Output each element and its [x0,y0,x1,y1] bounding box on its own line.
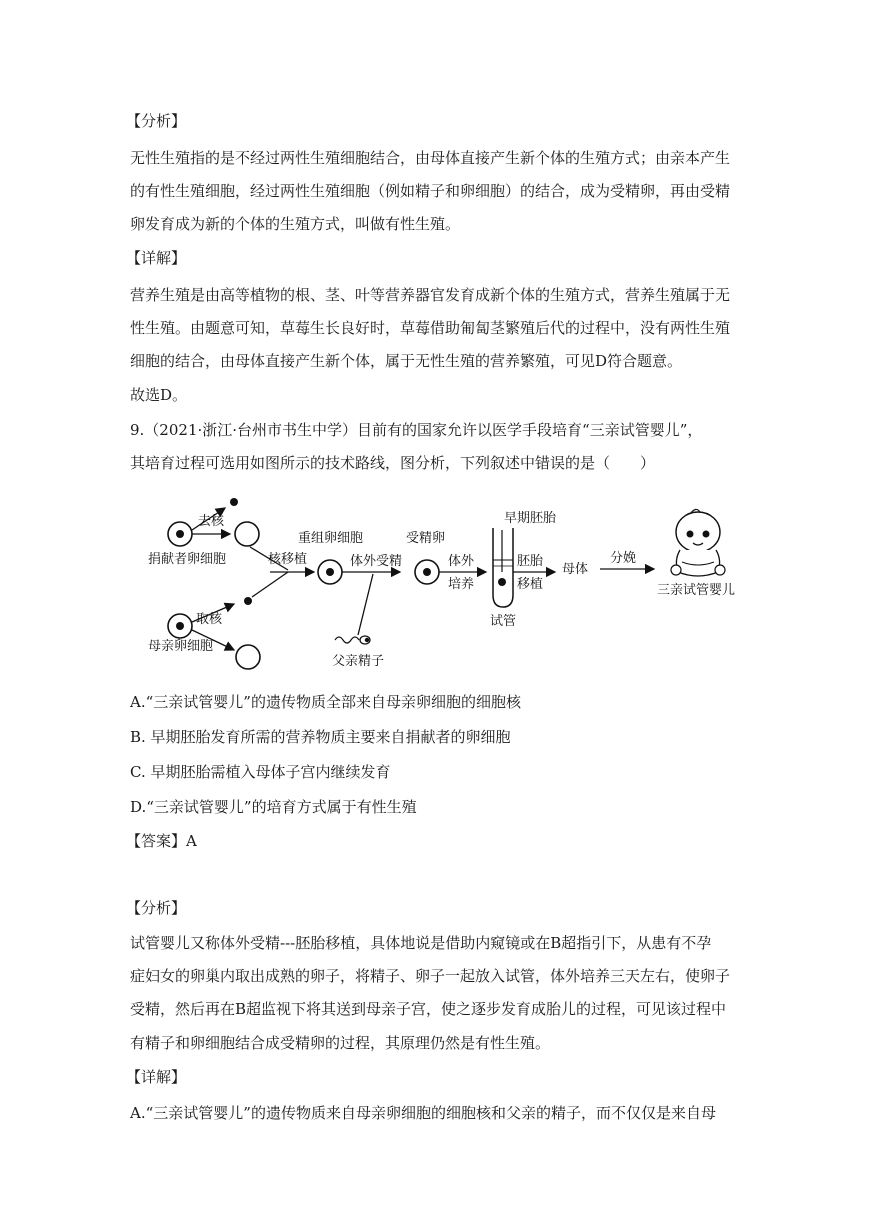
analysis-line: 卵发育成为新的个体的生殖方式，叫做有性生殖。 [130,215,461,233]
take-nucleus-label: 取核 [196,612,223,627]
delivery-label: 分娩 [610,551,637,566]
mother-nucleus [244,597,252,605]
baby-icon [671,509,725,576]
option-d: D.“三亲试管婴儿”的培育方式属于有性生殖 [130,798,417,816]
remove-nucleus-label: 去核 [198,514,225,529]
analysis-line: 受精，然后再在B超监视下将其送到母亲子宫，使之逐步发育成胎儿的过程，可见该过程中 [130,1000,727,1018]
donor-egg-label: 捐献者卵细胞 [148,552,227,567]
transfer-label-2: 移植 [517,577,544,592]
transfer-label-1: 胚胎 [517,554,544,569]
test-tube-label: 试管 [490,614,517,629]
enucleated-egg [235,522,259,546]
detail-line: 性生殖。由题意可知，草莓生长良好时，草莓借助匍匐茎繁殖后代的过程中，没有两性生殖 [130,319,731,337]
option-b: B. 早期胚胎发育所需的营养物质主要来自捐献者的卵细胞 [130,728,511,746]
detail-line: 营养生殖是由高等植物的根、茎、叶等营养器官发育成新个体的生殖方式，营养生殖属于无 [130,286,731,304]
mother-egg-cell [168,614,192,638]
reconstructed-egg-cell [318,560,342,584]
baby-label: 三亲试管婴儿 [657,583,736,598]
father-sperm-label: 父亲精子 [332,654,385,669]
detail-heading: 【详解】 [126,1068,187,1086]
culture-label-1: 体外 [448,554,475,569]
question-stem-line: 其培育过程可选用如图所示的技术路线，图分析，下列叙述中错误的是（ ） [130,454,656,472]
early-embryo-label: 早期胚胎 [504,511,557,526]
culture-label-2: 培养 [448,577,475,592]
ivf-process-diagram [130,490,750,680]
zygote-cell [415,560,439,584]
analysis-line: 无性生殖指的是不经过两性生殖细胞结合，由母体直接产生新个体的生殖方式；由亲本产生 [130,149,731,167]
analysis-heading: 【分析】 [126,112,187,130]
analysis-line: 有精子和卵细胞结合成受精卵的过程，其原理仍然是有性生殖。 [130,1034,551,1052]
question-stem-line: 9.（2021·浙江·台州市书生中学）目前有的国家允许以医学手段培育“三亲试管婴儿”， [130,421,703,439]
detail-line: 故选D。 [130,386,188,404]
answer: 【答案】A [126,832,197,850]
mother-body-label: 母体 [562,562,589,577]
test-tube-icon [493,528,513,607]
sperm-icon [335,636,370,644]
option-a: A.“三亲试管婴儿”的遗传物质全部来自母亲卵细胞的细胞核 [130,693,521,711]
donor-egg-cell [168,522,192,546]
mother-egg-label: 母亲卵细胞 [148,639,214,654]
detail-heading: 【详解】 [126,249,187,267]
analysis-line: 症妇女的卵巢内取出成熟的卵子，将精子、卵子一起放入试管，体外培养三天左右，使卵子 [130,967,731,985]
analysis-heading: 【分析】 [126,899,187,917]
removed-nucleus [230,498,238,506]
remaining-mother-cell [236,645,260,669]
ivf-label: 体外受精 [350,554,403,569]
analysis-line: 试管婴儿又称体外受精---胚胎移植，具体地说是借助内窥镜或在B超指引下，从患有不孕 [130,934,712,952]
analysis-line: 的有性生殖细胞，经过两性生殖细胞（例如精子和卵细胞）的结合，成为受精卵，再由受精 [130,182,731,200]
reconstructed-egg-label: 重组卵细胞 [298,531,364,546]
zygote-label: 受精卵 [406,531,446,546]
detail-line: 细胞的结合，由母体直接产生新个体，属于无性生殖的营养繁殖，可见D符合题意。 [130,352,683,370]
nuclear-transfer-label: 核移植 [268,552,308,567]
option-c: C. 早期胚胎需植入母体子宫内继续发育 [130,763,391,781]
detail-line: A.“三亲试管婴儿”的遗传物质来自母亲卵细胞的细胞核和父亲的精子，而不仅仅是来自母 [130,1104,716,1122]
